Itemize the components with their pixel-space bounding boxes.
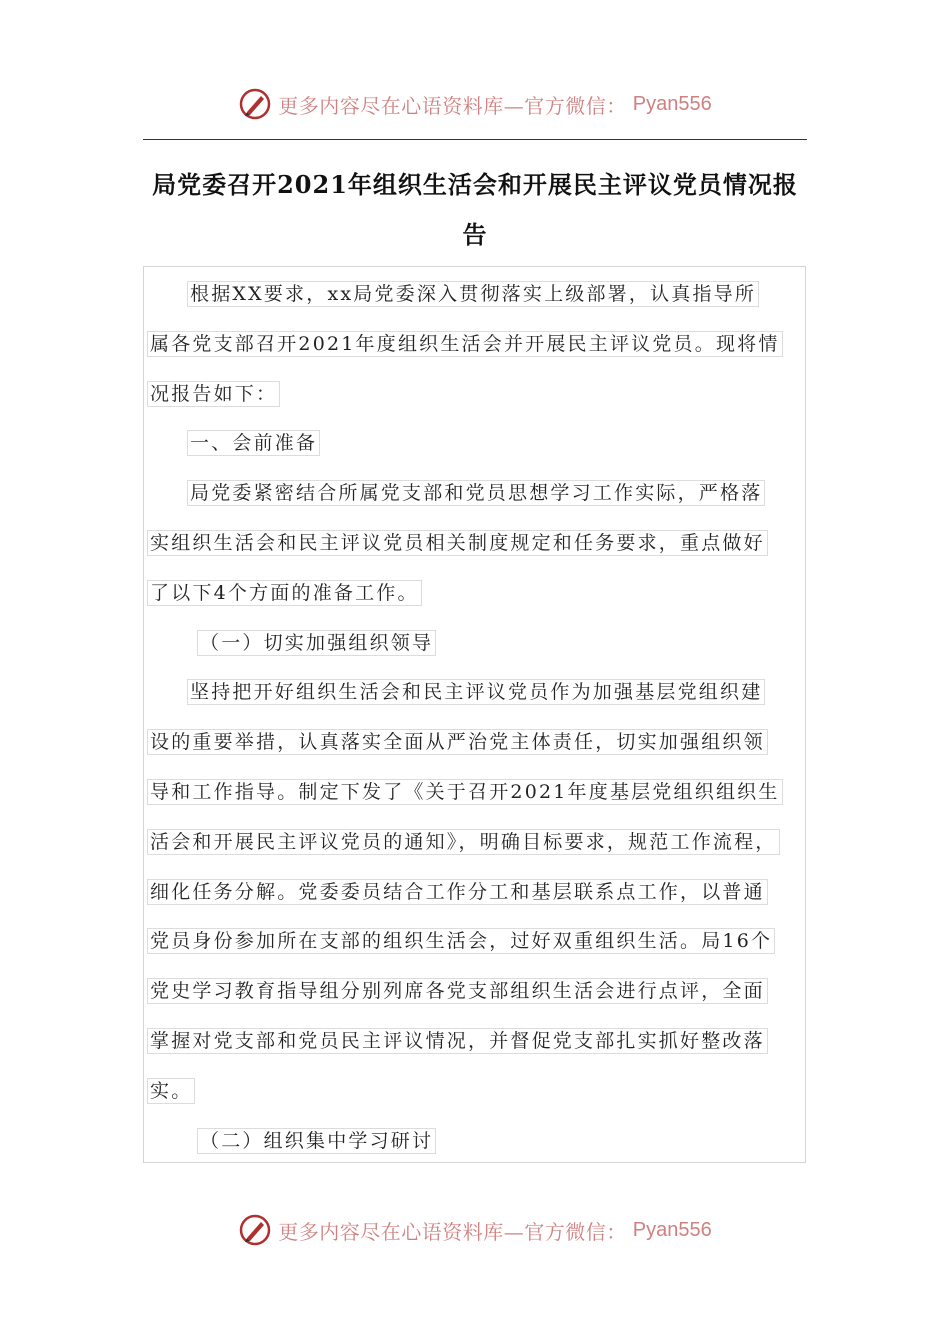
body-line: 坚持把开好组织生活会和民主评议党员作为加强基层党组织建 <box>147 668 827 718</box>
body-line: 况报告如下： <box>147 370 827 420</box>
header-divider <box>143 139 807 140</box>
document-body <box>147 270 827 1166</box>
section-heading: 一、会前准备 <box>147 419 827 469</box>
watermark-text: 更多内容尽在心语资料库—官方微信： <box>278 1219 627 1244</box>
document-title <box>143 160 807 260</box>
body-line: 实组织生活会和民主评议党员相关制度规定和任务要求，重点做好 <box>147 519 827 569</box>
body-line: 掌握对党支部和党员民主评议情况，并督促党支部扎实抓好整改落 <box>147 1017 827 1067</box>
watermark-text: 更多内容尽在心语资料库—官方微信： <box>278 93 627 118</box>
body-line: 党员身份参加所在支部的组织生活会，过好双重组织生活。局16个 <box>147 917 827 967</box>
body-line: 党史学习教育指导组分别列席各党支部组织生活会进行点评，全面 <box>147 967 827 1017</box>
body-line: 实。 <box>147 1067 827 1117</box>
subsection-heading: （二）组织集中学习研讨 <box>147 1117 827 1167</box>
body-line: 属各党支部召开2021年度组织生活会并开展民主评议党员。现将情 <box>147 320 827 370</box>
pen-logo-icon <box>238 87 272 121</box>
watermark-wechat-id: Pyan556 <box>632 1218 712 1241</box>
body-line: 导和工作指导。制定下发了《关于召开2021年度基层党组织组织生 <box>147 768 827 818</box>
body-line: 局党委紧密结合所属党支部和党员思想学习工作实际，严格落 <box>147 469 827 519</box>
subsection-heading: （一）切实加强组织领导 <box>147 619 827 669</box>
pen-logo-icon <box>238 1213 272 1247</box>
footer-watermark <box>0 1210 950 1250</box>
body-line: 设的重要举措，认真落实全面从严治党主体责任，切实加强组织领 <box>147 718 827 768</box>
body-line: 根据XX要求，xx局党委深入贯彻落实上级部署，认真指导所 <box>147 270 827 320</box>
watermark-wechat-id: Pyan556 <box>632 92 712 115</box>
body-line: 细化任务分解。党委委员结合工作分工和基层联系点工作，以普通 <box>147 868 827 918</box>
title-line-1: 局党委召开2021年组织生活会和开展民主评议党员情况报 <box>152 170 798 199</box>
title-line-2: 告 <box>462 220 488 249</box>
body-line: 活会和开展民主评议党员的通知》，明确目标要求，规范工作流程， <box>147 818 827 868</box>
body-line: 了以下4个方面的准备工作。 <box>147 569 827 619</box>
header-watermark <box>0 84 950 124</box>
